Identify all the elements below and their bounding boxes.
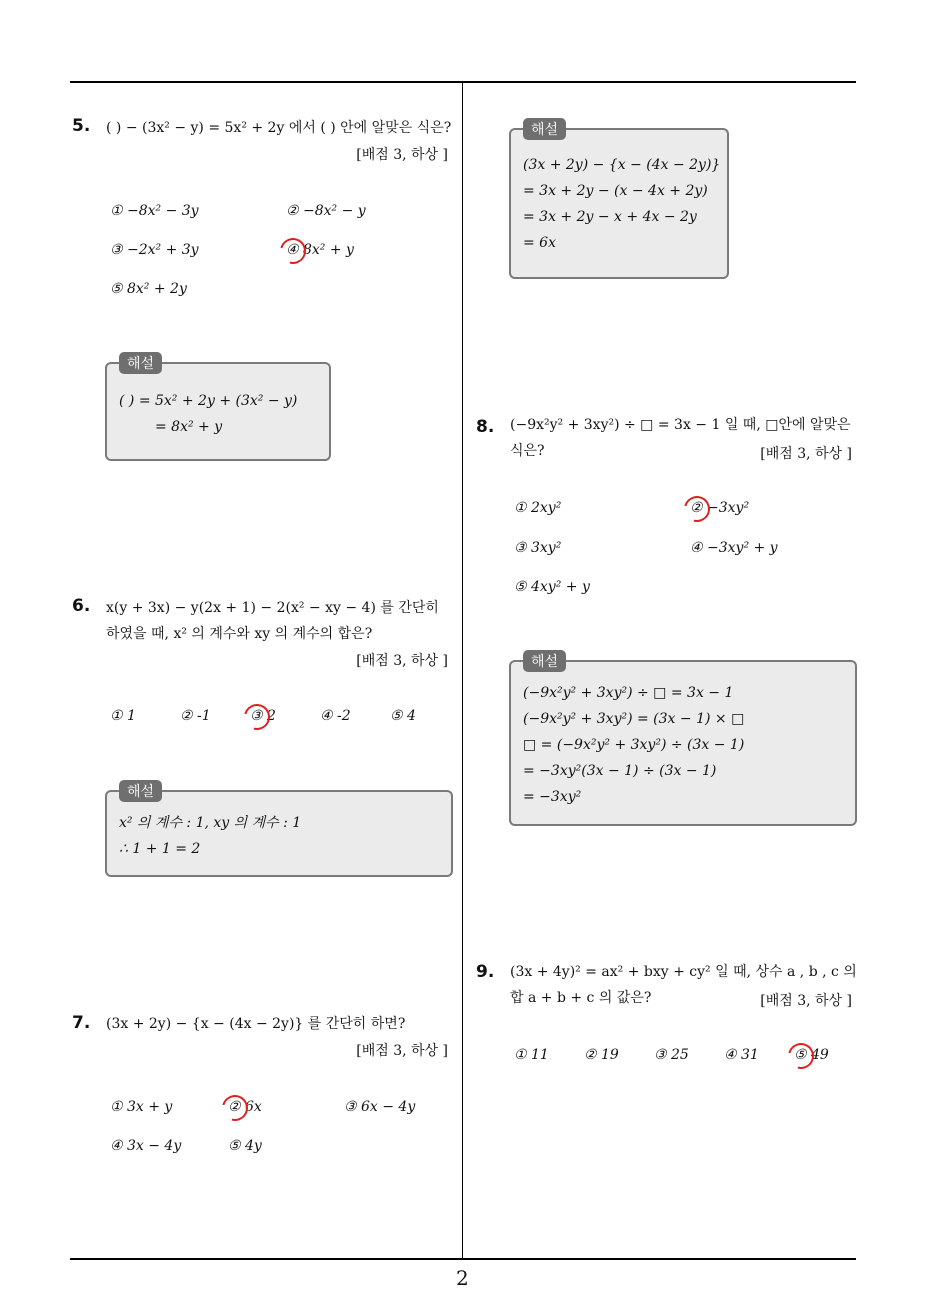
q6-solution-box — [105, 784, 453, 877]
q5-option-3[interactable]: ③ −2x² + 3y — [110, 242, 199, 258]
q8-option-1[interactable]: ① 2xy² — [514, 500, 562, 516]
top-rule — [70, 81, 856, 83]
solution-label: 해설 — [523, 650, 566, 672]
q5-option-1[interactable]: ① −8x² − 3y — [110, 203, 199, 219]
question-9-text-line-1: (3x + 4y)² = ax² + bxy + cy² 일 때, 상수 a , b , c 의 — [510, 964, 857, 980]
q7-solution-line-1: (3x + 2y) − {x − (4x − 2y)} — [523, 157, 721, 173]
q7-option-1[interactable]: ① 3x + y — [110, 1099, 173, 1115]
q9-option-3[interactable]: ③ 25 — [654, 1047, 689, 1063]
q6-option-5[interactable]: ⑤ 4 — [390, 708, 416, 724]
question-9-number: 9. — [476, 962, 495, 982]
q5-solution-line-2: = 8x² + y — [155, 419, 223, 435]
q8-option-2[interactable]: ② −3xy² — [690, 500, 750, 516]
q9-option-4[interactable]: ④ 31 — [724, 1047, 759, 1063]
column-divider — [462, 83, 463, 1259]
question-9-text-line-2: 합 a + b + c 의 값은? — [510, 990, 652, 1006]
question-8-text-line-2: 식은? — [510, 443, 545, 459]
q5-solution-body — [119, 388, 297, 440]
q5-option-4[interactable]: ④ 8x² + y — [286, 242, 354, 258]
q8-option-3[interactable]: ③ 3xy² — [514, 540, 562, 556]
q8-option-4[interactable]: ④ −3xy² + y — [690, 540, 778, 556]
answer-mark-icon — [679, 491, 715, 527]
question-6-text-line-2: 하였을 때, x² 의 계수와 xy 의 계수의 합은? — [106, 626, 373, 642]
q6-solution-body — [119, 810, 301, 862]
q8-solution-line-3: □ = (−9x²y² + 3xy²) ÷ (3x − 1) — [523, 737, 745, 753]
q9-option-5[interactable]: ⑤ 49 — [794, 1047, 829, 1063]
q6-option-4[interactable]: ④ -2 — [320, 708, 351, 724]
q8-solution-box — [509, 654, 857, 826]
q7-solution-body — [523, 152, 720, 256]
question-7-number: 7. — [72, 1013, 91, 1033]
solution-label: 해설 — [119, 780, 162, 802]
question-8-text-line-1: (−9x²y² + 3xy²) ÷ □ = 3x − 1 일 때, □안에 알맞은 — [510, 417, 851, 433]
question-7-meta: [배점 3, 하상 ] — [356, 1043, 448, 1059]
q7-option-3[interactable]: ③ 6x − 4y — [344, 1099, 416, 1115]
q9-option-2[interactable]: ② 19 — [584, 1047, 619, 1063]
q7-solution-line-4: = 6x — [523, 235, 556, 251]
q5-option-5[interactable]: ⑤ 8x² + 2y — [110, 281, 187, 297]
question-8-meta: [배점 3, 하상 ] — [760, 446, 852, 462]
q8-solution-body — [523, 680, 744, 810]
answer-mark-icon — [217, 1090, 253, 1126]
q8-solution-line-1: (−9x²y² + 3xy²) ÷ □ = 3x − 1 — [523, 685, 734, 701]
question-6-text-line-1: x(y + 3x) − y(2x + 1) − 2(x² − xy − 4) 를 간단히 — [106, 600, 439, 616]
q5-solution-line-1: ( ) = 5x² + 2y + (3x² − y) — [119, 393, 298, 409]
question-9-meta: [배점 3, 하상 ] — [760, 993, 852, 1009]
question-5-number: 5. — [72, 116, 91, 136]
answer-mark-icon — [783, 1038, 819, 1074]
question-7-text: (3x + 2y) − {x − (4x − 2y)} 를 간단히 하면? — [106, 1016, 406, 1032]
q8-option-5[interactable]: ⑤ 4xy² + y — [514, 579, 590, 595]
q7-solution-box — [509, 122, 729, 279]
q7-option-4[interactable]: ④ 3x − 4y — [110, 1138, 182, 1154]
q6-solution-line-1: x² 의 계수 : 1, xy 의 계수 : 1 — [119, 815, 302, 831]
question-5-text: ( ) − (3x² − y) = 5x² + 2y 에서 ( ) 안에 알맞은 식은? — [106, 120, 452, 136]
bottom-rule — [70, 1258, 856, 1260]
question-8-number: 8. — [476, 417, 495, 437]
q7-solution-line-3: = 3x + 2y − x + 4x − 2y — [523, 209, 697, 225]
question-6-number: 6. — [72, 596, 91, 616]
question-6-meta: [배점 3, 하상 ] — [356, 653, 448, 669]
solution-label: 해설 — [523, 118, 566, 140]
q5-option-2[interactable]: ② −8x² − y — [286, 203, 366, 219]
answer-mark-icon — [275, 233, 311, 269]
solution-label: 해설 — [119, 352, 162, 374]
q8-solution-line-2: (−9x²y² + 3xy²) = (3x − 1) × □ — [523, 711, 745, 727]
answer-mark-icon — [239, 699, 275, 735]
q6-option-3[interactable]: ③ 2 — [250, 708, 276, 724]
q8-solution-line-5: = −3xy² — [523, 789, 582, 805]
q7-option-5[interactable]: ⑤ 4y — [228, 1138, 262, 1154]
q6-option-1[interactable]: ① 1 — [110, 708, 136, 724]
q9-option-1[interactable]: ① 11 — [514, 1047, 549, 1063]
q6-solution-line-2: ∴ 1 + 1 = 2 — [119, 841, 201, 857]
page-number: 2 — [456, 1266, 469, 1290]
q6-option-2[interactable]: ② -1 — [180, 708, 211, 724]
question-5-meta: [배점 3, 하상 ] — [356, 147, 448, 163]
q8-solution-line-4: = −3xy²(3x − 1) ÷ (3x − 1) — [523, 763, 717, 779]
q7-solution-line-2: = 3x + 2y − (x − 4x + 2y) — [523, 183, 708, 199]
q5-solution-box — [105, 356, 331, 461]
q7-option-2[interactable]: ② 6x — [228, 1099, 262, 1115]
